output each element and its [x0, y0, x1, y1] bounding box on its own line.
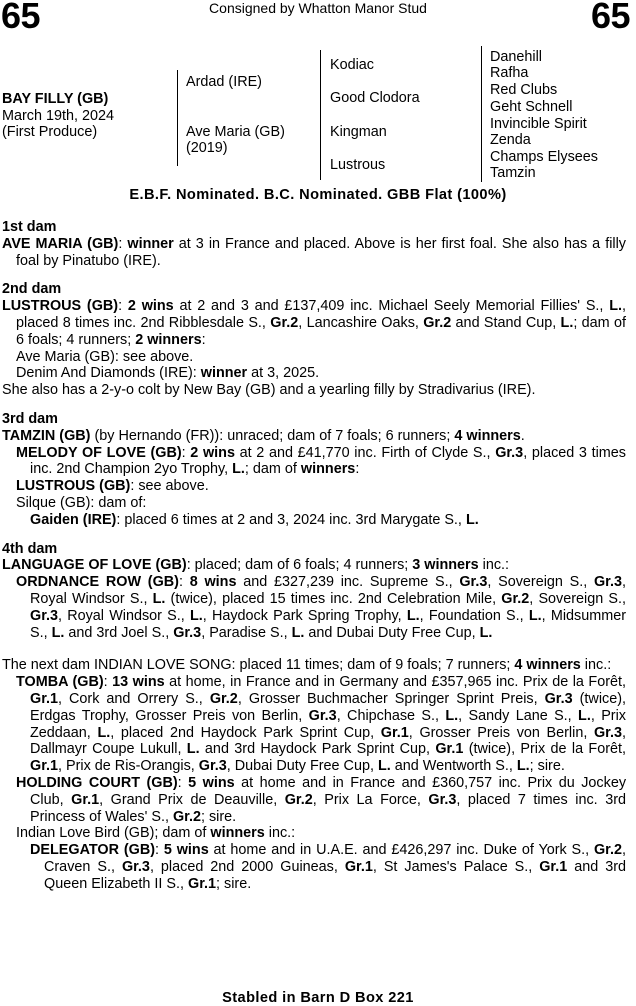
next-dam-tomba: TOMBA (GB): 13 wins at home, in France and in Germany and £357,965 inc. Prix de la Forêt, Gr.1, Cork and Orrery S., Gr.2, Grosser Buchmacher Springer Sprint Preis, Gr.3 (twice), Erdgas Trophy, Grosser Preis von Berlin, Gr.3, Chipchase S., L., Sandy Lane S., L., Prix Zeddaan, L., placed 2nd Haydock Park Sprint Cup, Gr.1, Grosser Preis von Berlin, Gr.3, Dallmayr Coupe Lukull, L. and 3rd Haydock Park Sprint Cup, Gr.1 (twice), Prix de la Forêt, Gr.1, Prix de Ris-Orangis, Gr.3, Dubai Duty Free Cup, L. and Wentworth S., L.; sire.: [16, 674, 627, 775]
pedigree-tree: [0, 46, 636, 182]
next-dam-holding-court: HOLDING COURT (GB): 5 wins at home and in France and £360,757 inc. Prix du Jockey Club, Gr.1, Grand Prix de Deauville, Gr.2, Prix La Force, Gr.3, placed 7 times inc. 3rd Princess of Wales' S., Gr.2; sire.: [16, 774, 627, 825]
third-dam-main: TAMZIN (GB) (by Hernando (FR)): unraced; dam of 7 foals; 6 runners; 4 winners.: [2, 427, 525, 444]
stabled-location: Stabled in Barn D Box 221: [222, 990, 414, 1006]
second-dam-heading: 2nd dam: [2, 281, 62, 298]
g3-3: Red Clubs: [490, 82, 558, 98]
sire: Ardad (IRE): [186, 74, 262, 90]
first-dam-text: AVE MARIA (GB): winner at 3 in France and placed. Above is her first foal. She also has a filly foal by Pinatubo (IRE).: [2, 235, 626, 269]
subject-name: BAY FILLY (GB): [2, 91, 109, 107]
g3-1: Danehill: [490, 49, 542, 65]
consignor: Consigned by Whatton Manor Stud: [209, 0, 427, 16]
nominations: E.B.F. Nominated. B.C. Nominated. GBB Flat (100%): [129, 187, 507, 203]
next-dam-love-bird: Indian Love Bird (GB); dam of winners inc.:: [16, 825, 296, 842]
pedigree-bracket-2: [320, 50, 321, 180]
dam-year: (2019): [186, 140, 228, 156]
second-dam-also: She also has a 2-y-o colt by New Bay (GB) and a yearling filly by Stradivarius (IRE).: [2, 382, 536, 399]
third-dam-melody: MELODY OF LOVE (GB): 2 wins at 2 and £41,770 inc. Firth of Clyde S., Gr.3, placed 3 times inc. 2nd Champion 2yo Trophy, L.; dam of winners:: [16, 444, 626, 478]
g3-8: Tamzin: [490, 165, 536, 181]
third-dam-gaiden: Gaiden (IRE): placed 6 times at 2 and 3, 2024 inc. 3rd Marygate S., L.: [30, 511, 479, 528]
g3-6: Zenda: [490, 132, 531, 148]
dam-dam: Lustrous: [330, 157, 386, 173]
next-dam-main: The next dam INDIAN LOVE SONG: placed 11 times; dam of 9 foals; 7 runners; 4 winners inc.:: [2, 657, 612, 674]
fourth-dam-ordnance: ORDNANCE ROW (GB): 8 wins and £327,239 inc. Supreme S., Gr.3, Sovereign S., Gr.3, Royal Windsor S., L. (twice), placed 15 times inc. 2nd Celebration Mile, Gr.2, Sovereign S., Gr.3, Royal Windsor S., L., Haydock Park Spring Trophy, L., Foundation S., L., Midsummer S., L. and 3rd Joel S., Gr.3, Paradise S., L. and Dubai Duty Free Cup, L.: [16, 574, 627, 641]
first-dam-heading: 1st dam: [2, 219, 57, 235]
subject-note: (First Produce): [2, 124, 98, 140]
lot-number-right: 65: [590, 0, 630, 36]
sire-dam: Good Clodora: [330, 90, 420, 106]
next-dam-delegator: DELEGATOR (GB): 5 wins at home and in U.A.E. and £426,297 inc. Duke of York S., Gr.2, Craven S., Gr.3, placed 2nd 2000 Guineas, Gr.1, St James's Palace S., Gr.1 and 3rd Queen Elizabeth II S., Gr.1; sire.: [30, 842, 626, 892]
g3-4: Geht Schnell: [490, 99, 573, 115]
catalogue-body: [2, 219, 626, 892]
third-dam-heading: 3rd dam: [2, 410, 58, 427]
subject-foaled: March 19th, 2024: [2, 108, 114, 124]
g3-5: Invincible Spirit: [490, 116, 587, 132]
fourth-dam-main: LANGUAGE OF LOVE (GB): placed; dam of 6 foals; 4 runners; 3 winners inc.:: [2, 557, 510, 574]
sire-sire: Kodiac: [330, 57, 375, 73]
third-dam-lustrous: LUSTROUS (GB): see above.: [16, 478, 209, 495]
third-dam-silque: Silque (GB): dam of:: [16, 494, 147, 511]
g3-7: Champs Elysees: [490, 149, 598, 165]
pedigree-bracket-3: [481, 46, 482, 182]
lot-number-left: 65: [1, 0, 41, 36]
second-dam-main: LUSTROUS (GB): 2 wins at 2 and 3 and £137,409 inc. Michael Seely Memorial Fillies' S., L., placed 8 times inc. 2nd Ribblesdale S., Gr.2, Lancashire Oaks, Gr.2 and Stand Cup, L.; dam of 6 foals; 4 runners; 2 winners:: [2, 298, 626, 348]
g3-2: Rafha: [490, 65, 529, 81]
dam: Ave Maria (GB): [186, 124, 285, 140]
second-dam-foal-1: Ave Maria (GB): see above.: [16, 348, 194, 365]
dam-sire: Kingman: [330, 124, 387, 140]
fourth-dam-heading: 4th dam: [2, 540, 58, 557]
pedigree-bracket-1: [177, 70, 178, 166]
second-dam-foal-2: Denim And Diamonds (IRE): winner at 3, 2025.: [16, 365, 320, 382]
